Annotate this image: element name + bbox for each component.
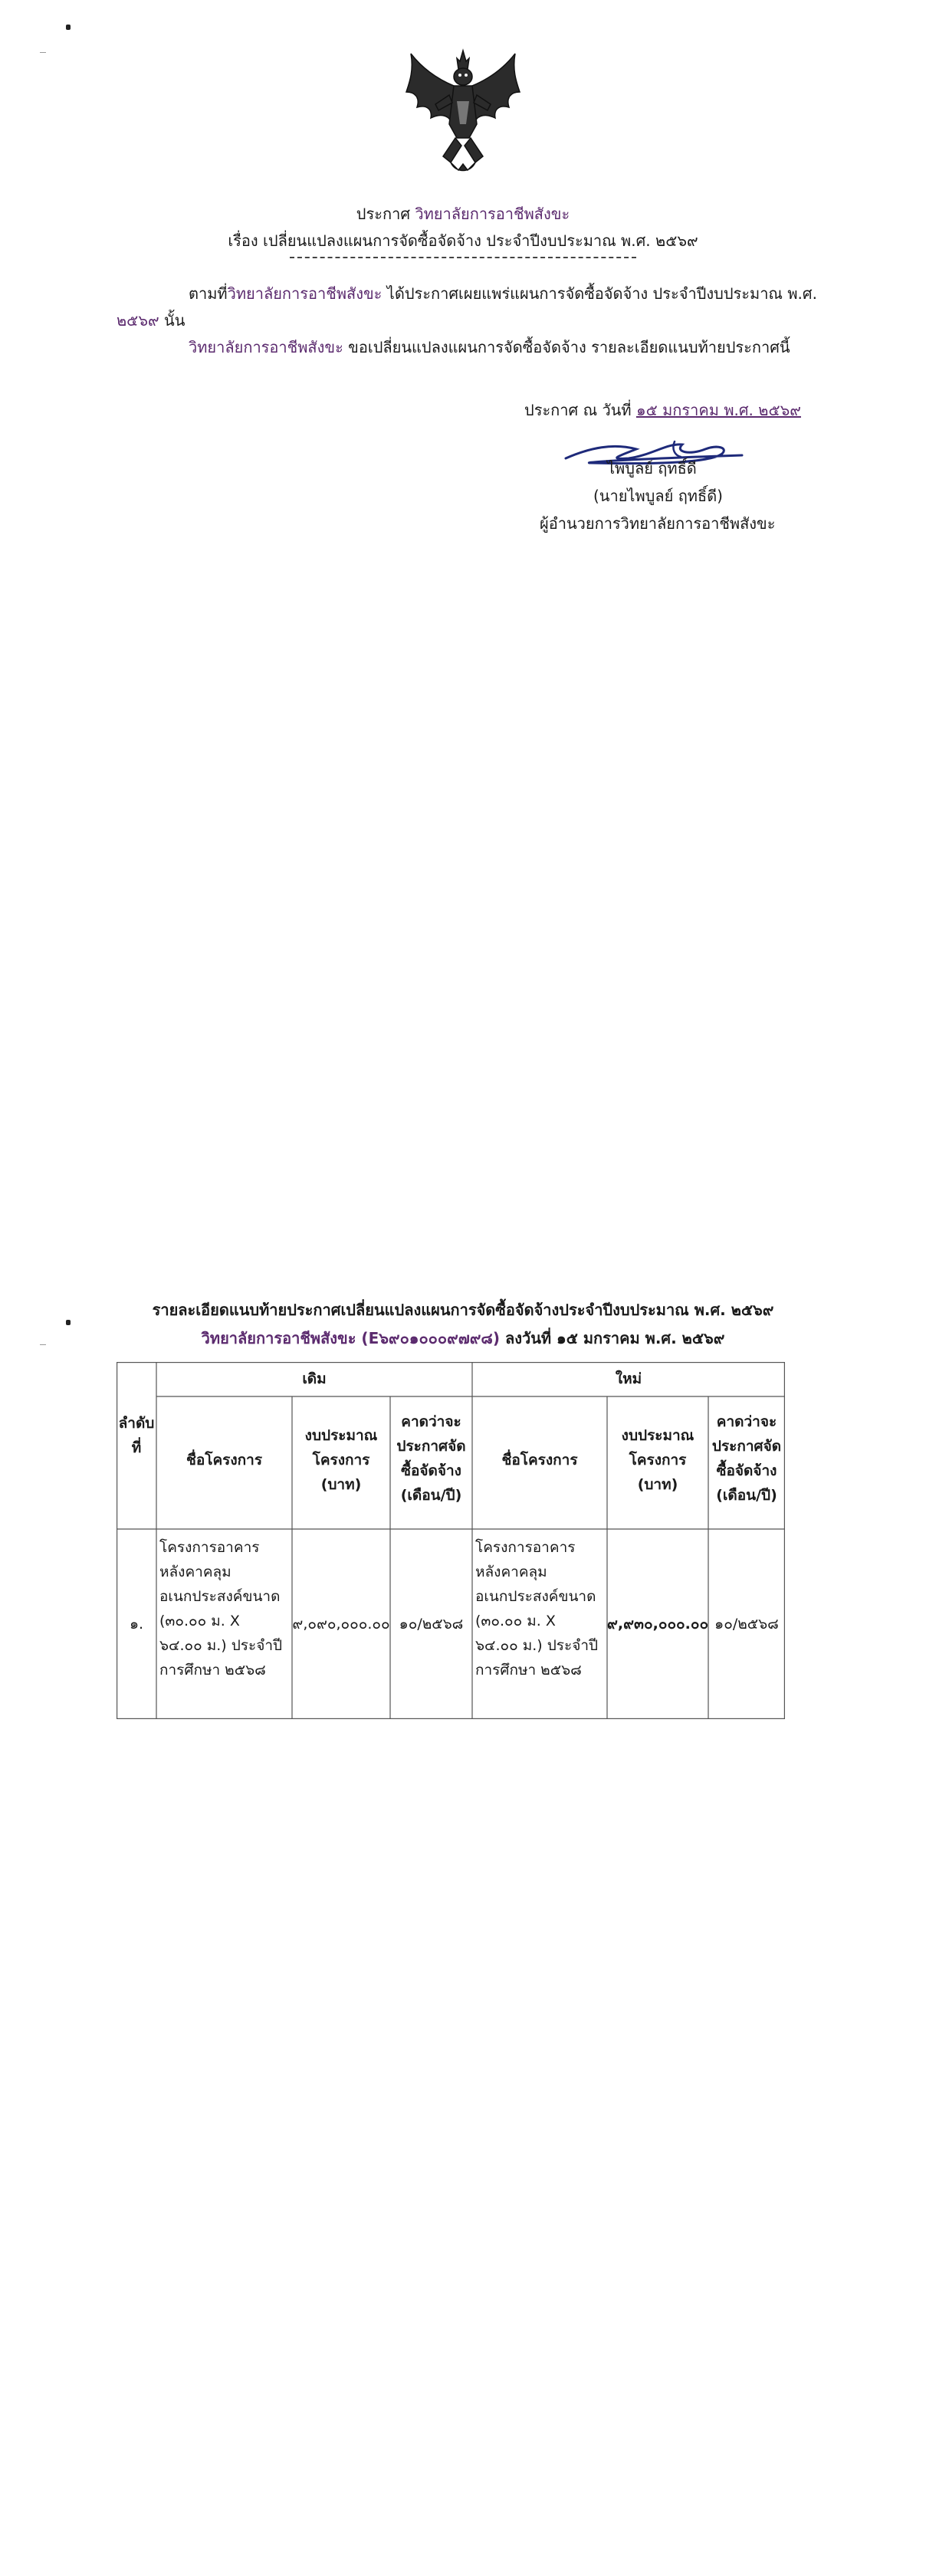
- header-budget-line: งบประมาณ: [621, 1427, 694, 1444]
- attachment-subtitle: [0, 1328, 926, 1348]
- row-new-date: ๑๐/๒๕๖๘: [714, 1616, 779, 1633]
- name-line: ๖๔.๐๐ ม.) ประจำปี: [475, 1637, 599, 1654]
- name-line: (๓๐.๐๐ ม. X: [159, 1613, 240, 1629]
- row-old-date: ๑๐/๒๕๖๘: [399, 1616, 464, 1633]
- header-no-line: ที่: [131, 1439, 142, 1456]
- scan-mark: [40, 52, 46, 53]
- header-expected-line: ประกาศจัด: [711, 1438, 782, 1455]
- signer-full-name: (นายไพบูลย์ ฤทธิ์ดี): [593, 487, 723, 505]
- name-line: หลังคาคลุม: [159, 1564, 232, 1580]
- signer-name: ไพบูลย์ ฤทธิ์ดี: [607, 459, 697, 477]
- body-line1-org: วิทยาลัยการอาชีพสังขะ: [227, 284, 383, 303]
- heading-org: วิทยาลัยการอาชีพสังขะ: [415, 205, 570, 223]
- name-line: อเนกประสงค์ขนาด: [475, 1588, 596, 1605]
- header-budget-line: โครงการ: [312, 1452, 370, 1468]
- name-line: อเนกประสงค์ขนาด: [159, 1588, 281, 1605]
- body-line1-prefix: ตามที่: [189, 284, 228, 303]
- header-old-name: ชื่อโครงการ: [186, 1452, 263, 1468]
- header-old-budget: [292, 1423, 390, 1497]
- header-expected-line: (เดือน/ปี): [400, 1487, 462, 1504]
- header-expected-line: ประกาศจัด: [396, 1438, 466, 1455]
- name-line: หลังคาคลุม: [475, 1564, 547, 1580]
- name-line: การศึกษา ๒๕๖๘: [159, 1662, 266, 1679]
- attachment-subtitle-org: วิทยาลัยการอาชีพสังขะ (E๖๙๐๑๐๐๐๙๗๙๘): [201, 1329, 501, 1347]
- attachment-subtitle-date: ลงวันที่ ๑๕ มกราคม พ.ศ. ๒๕๖๙: [504, 1329, 725, 1347]
- date-value: ๑๕ มกราคม พ.ศ. ๒๕๖๙: [635, 401, 801, 419]
- row-old-budget: ๙,๐๙๐,๐๐๐.๐๐: [292, 1616, 390, 1633]
- body-line3-org: วิทยาลัยการอาชีพสังขะ: [189, 338, 343, 356]
- header-expected-line: ซื้อจัดจ้าง: [716, 1462, 777, 1479]
- scan-speck: [66, 1320, 71, 1325]
- body-line2-year: ๒๕๖๙: [117, 311, 159, 330]
- name-line: (๓๐.๐๐ ม. X: [475, 1613, 556, 1629]
- scan-speck: [66, 25, 71, 30]
- signer-position: ผู้อำนวยการวิทยาลัยการอาชีพสังขะ: [540, 514, 776, 533]
- header-budget-line: โครงการ: [629, 1452, 687, 1468]
- announcement-date: [524, 400, 801, 420]
- name-line: การศึกษา ๒๕๖๘: [475, 1662, 582, 1679]
- announcement-subject: เรื่อง เปลี่ยนแปลงแผนการจัดซื้อจัดจ้าง ประจำปีงบประมาณ พ.ศ. ๒๕๖๙: [228, 231, 698, 250]
- body-line-3: [189, 337, 790, 357]
- row-no: ๑.: [129, 1616, 144, 1633]
- name-line: ๖๔.๐๐ ม.) ประจำปี: [159, 1637, 283, 1654]
- row-new-name: [475, 1535, 606, 1682]
- header-new-budget: [607, 1423, 708, 1497]
- row-old-name: [159, 1535, 291, 1682]
- header-budget-line: (บาท): [320, 1476, 362, 1493]
- header-no-line: ลำดับ: [118, 1415, 155, 1432]
- body-line-2: [117, 310, 185, 330]
- divider: [290, 257, 636, 258]
- header-no: [117, 1411, 156, 1460]
- header-budget-line: งบประมาณ: [304, 1427, 378, 1444]
- row-new-budget: ๙,๙๓๐,๐๐๐.๐๐: [607, 1616, 709, 1633]
- header-expected-line: ซื้อจัดจ้าง: [401, 1462, 461, 1479]
- announcement-heading: [0, 204, 926, 224]
- header-new-name: ชื่อโครงการ: [501, 1452, 578, 1468]
- attachment-page: [0, 1288, 926, 2576]
- header-budget-line: (บาท): [637, 1476, 678, 1493]
- name-line: โครงการอาคาร: [475, 1539, 576, 1556]
- procurement-change-table: [117, 1362, 785, 1719]
- body-line2-rest: นั้น: [164, 311, 186, 330]
- header-expected-line: (เดือน/ปี): [716, 1487, 777, 1504]
- heading-prefix: ประกาศ: [356, 205, 411, 223]
- header-expected-line: คาดว่าจะ: [401, 1413, 461, 1430]
- header-group-new: ใหม่: [615, 1370, 642, 1387]
- header-new-expected: [708, 1409, 785, 1508]
- garuda-emblem-icon: [405, 48, 521, 179]
- name-line: โครงการอาคาร: [159, 1539, 260, 1556]
- header-group-old: เดิม: [302, 1370, 327, 1387]
- date-prefix: ประกาศ ณ วันที่: [524, 401, 632, 419]
- attachment-title: รายละเอียดแนบท้ายประกาศเปลี่ยนแปลงแผนการจัดซื้อจัดจ้างประจำปีงบประมาณ พ.ศ. ๒๕๖๙: [152, 1301, 774, 1319]
- header-expected-line: คาดว่าจะ: [716, 1413, 777, 1430]
- header-old-expected: [390, 1409, 472, 1508]
- body-line-1: [189, 284, 817, 304]
- body-line3-rest: ขอเปลี่ยนแปลงแผนการจัดซื้อจัดจ้าง รายละเอียดแนบท้ายประกาศนี้: [348, 338, 790, 356]
- body-line1-rest: ได้ประกาศเผยแพร่แผนการจัดซื้อจัดจ้าง ประจำปีงบประมาณ พ.ศ.: [386, 284, 817, 303]
